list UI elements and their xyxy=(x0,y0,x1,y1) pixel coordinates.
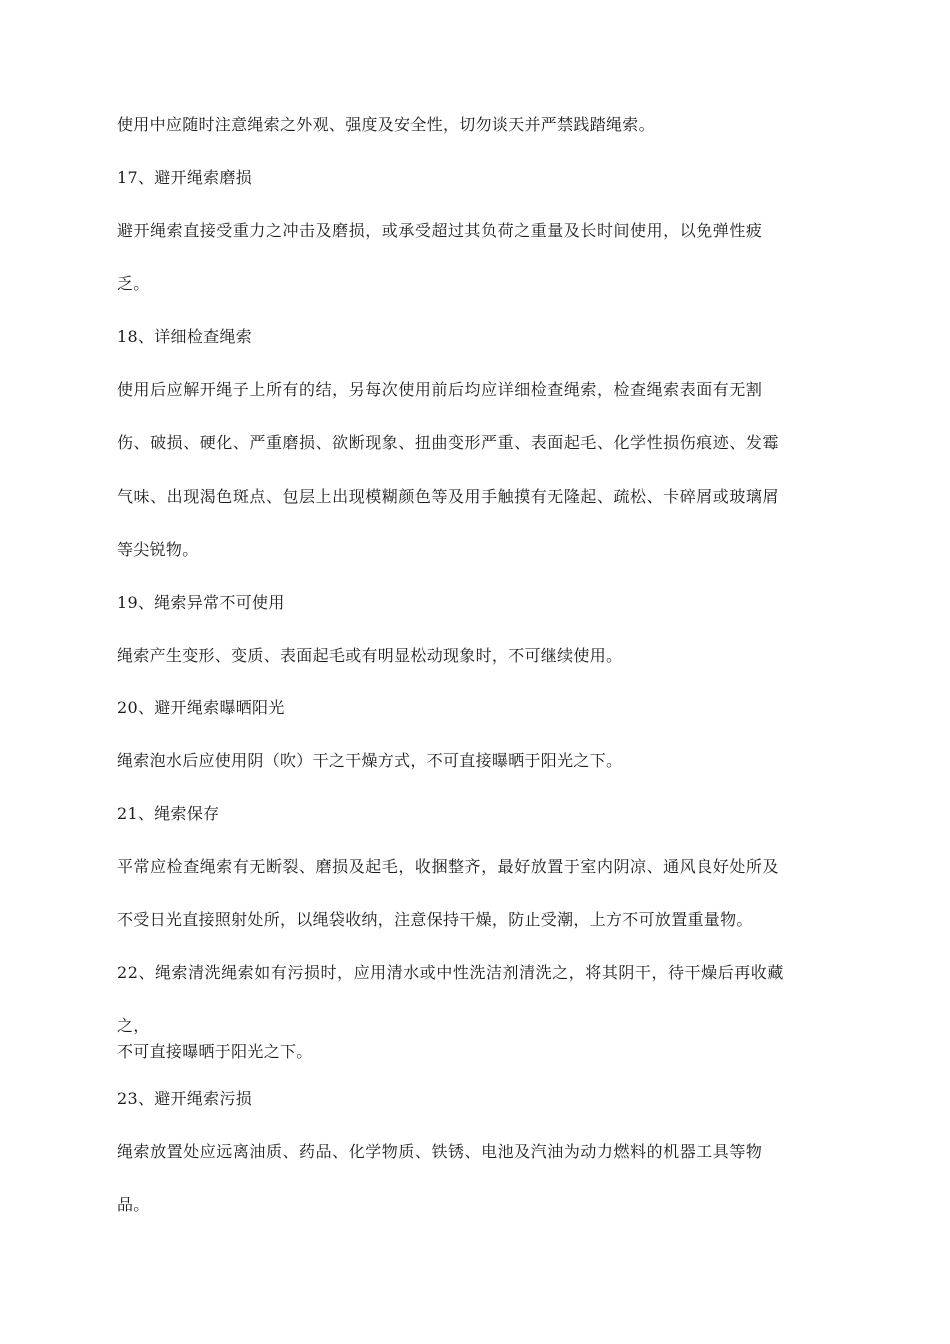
section-heading-17: 17、避开绳索磨损 xyxy=(117,168,253,187)
paragraph-line: 使用后应解开绳子上所有的结，另每次使用前后均应详细检查绳索，检查绳索表面有无割 xyxy=(117,380,763,399)
section-heading-19: 19、绳索异常不可使用 xyxy=(117,593,285,612)
section-heading-21: 21、绳索保存 xyxy=(117,804,220,823)
paragraph-line: 之， xyxy=(117,1016,150,1035)
paragraph-line: 绳索泡水后应使用阴（吹）干之干燥方式，不可直接曝晒于阳光之下。 xyxy=(117,751,623,770)
section-heading-23: 23、避开绳索污损 xyxy=(117,1089,253,1108)
paragraph-line: 平常应检查绳索有无断裂、磨损及起毛，收捆整齐，最好放置于室内阴凉、通风良好处所及 xyxy=(117,857,780,876)
paragraph-line: 气味、出现渴色斑点、包层上出现模糊颜色等及用手触摸有无隆起、疏松、卡碎屑或玻璃屑 xyxy=(117,487,780,506)
paragraph-line: 避开绳索直接受重力之冲击及磨损，或承受超过其负荷之重量及长时间使用，以免弹性疲 xyxy=(117,221,763,240)
section-heading-20: 20、避开绳索曝晒阳光 xyxy=(117,698,285,717)
paragraph-line: 品。 xyxy=(117,1195,150,1214)
paragraph-line: 不可直接曝晒于阳光之下。 xyxy=(117,1042,313,1061)
paragraph-line: 不受日光直接照射处所，以绳袋收纳，注意保持干燥，防止受潮，上方不可放置重量物。 xyxy=(117,910,753,929)
paragraph-line: 绳索放置处应远离油质、药品、化学物质、铁锈、电池及汽油为动力燃料的机器工具等物 xyxy=(117,1142,763,1161)
paragraph-line: 绳索产生变形、变质、表面起毛或有明显松动现象时，不可继续使用。 xyxy=(117,646,623,665)
paragraph-line: 等尖锐物。 xyxy=(117,540,199,559)
section-heading-18: 18、详细检查绳索 xyxy=(117,327,253,346)
paragraph-line: 使用中应随时注意绳索之外观、强度及安全性，切勿谈天并严禁践踏绳索。 xyxy=(117,115,655,134)
paragraph-line: 乏。 xyxy=(117,274,150,293)
paragraph-line: 伤、破损、硬化、严重磨损、欲断现象、扭曲变形严重、表面起毛、化学性损伤痕迹、发霉 xyxy=(117,433,780,452)
section-heading-22: 22、绳索清洗绳索如有污损时，应用清水或中性洗洁剂清洗之，将其阴干，待干燥后再收藏 xyxy=(117,963,784,982)
